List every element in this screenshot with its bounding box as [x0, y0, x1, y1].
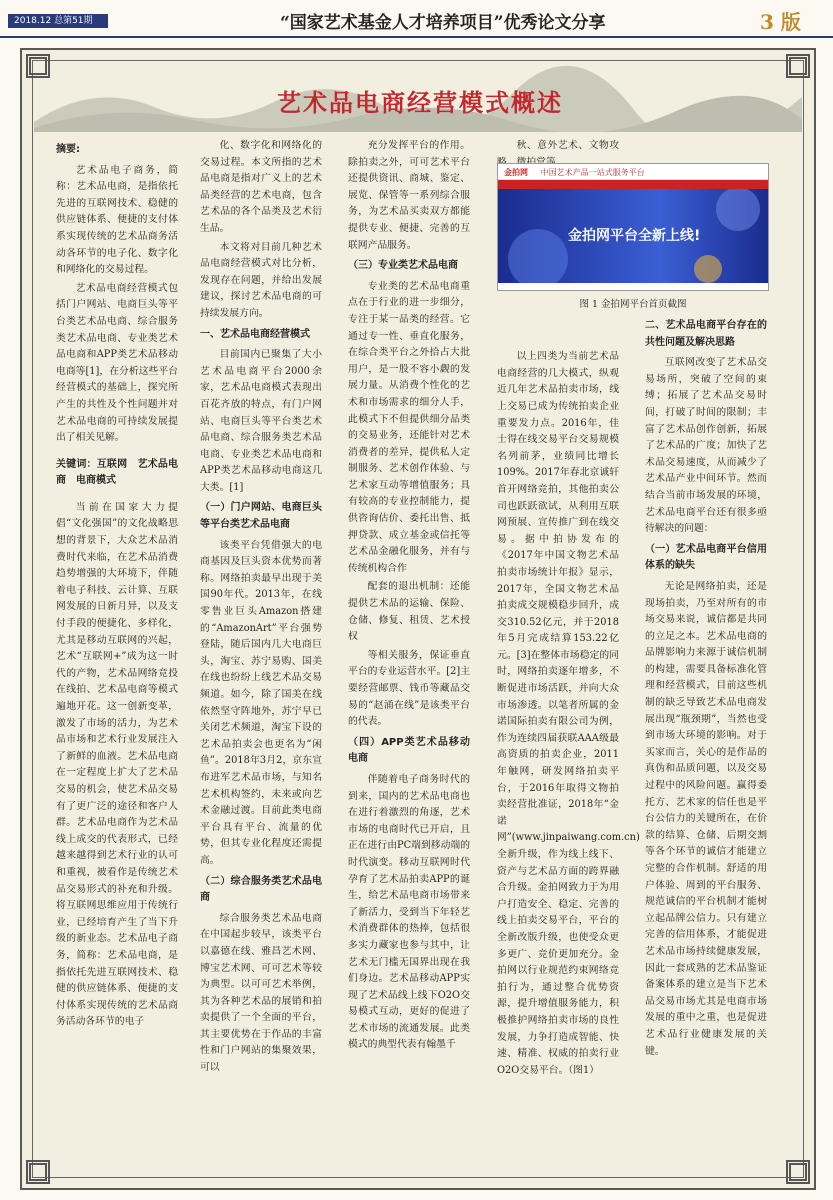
frame-corner-ornament	[786, 1160, 810, 1184]
frame-corner-ornament	[26, 1160, 50, 1184]
page-number: 3 版	[760, 10, 801, 34]
section-heading: 一、艺术品电商经营模式	[200, 328, 310, 340]
figure-screenshot	[497, 163, 769, 291]
subsection-heading: （三）专业类艺术品电商	[348, 260, 458, 272]
section-heading: 二、艺术品电商平台存在的共性问题及解决思路	[645, 320, 767, 348]
paragraph: 秋、意外艺术、文物攻	[516, 140, 619, 151]
paragraph: 综合服务类艺术品电商在中国起步较早，该类平台以嘉德在线、雅昌艺术网、博宝艺术网、可可艺术等较为典型。以可可艺术举例，其为各种艺术品的展销和拍卖提供了一个全面的平台，其主要优势在于作品的丰富性和门户网站的集聚效果，可以	[200, 912, 322, 1074]
paragraph: 专业类的艺术品电商重点在于行业的进一步细分，专注于某一品类的经营。它通过专一性、垂直化服务，在综合类平台之外拾占大批用户，是一股不容小觑的发展力量。从消费个性化的艺术和市场需求的细分人手，此模式下不但提供细分品类的交易业务，还能针对艺术消费者的差异，提供私人定制服务、艺术创作体验、与艺术家互动等增值服务；具有较高的专业控制能力，提供咨询估价、委托出售、抵押贷款、成立基金或信托等艺术品金融化服务，并有与传统机构合作	[348, 280, 470, 574]
site-tagline: 中国艺术产品一站式服务平台	[540, 168, 645, 177]
paragraph: 该类平台凭借强大的电商基因及巨头资本优势而著称。网络拍卖最早出现于美国90年代。2013年，在线零售业巨头Amazon搭建的“AmazonArt”平台强势登陆，随后国内几大电商巨头，淘宝、苏宁易购、国美在线也纷纷上线艺术品交易频道。如今，除了国美在线依然坚守阵地外，苏宁早已关闭艺术频道，淘宝下设的艺术品拍卖会也更名为“闲鱼”。2018年3月2，京东宣布进军艺术品市场，与知名艺术机构签约，未来或向艺术金融过渡。目前此类电商平台具有平台、流量的优势，但其专业化程度还需提高。	[200, 539, 322, 866]
paragraph: 配套的退出机制：还能提供艺术品的运输、保险、仓储、修复、租赁、艺术授权	[348, 581, 470, 643]
figure-caption: 图 1 金拍网平台首页截图	[579, 299, 687, 310]
site-logo: 金拍网	[504, 168, 528, 177]
paragraph: 艺术品电商经营模式包括门户网站、电商巨头等平台类艺术品电商、综合服务类艺术品电商、专业类艺术品电商和APP类艺术品移动电商等[1]，在分析这些平台经营模式的基础上，探究所产生的共性及个性问题并对艺术品电商的可持续发展提出了相关见解。	[56, 282, 178, 444]
figure-site-nav	[498, 180, 768, 189]
article-title: 艺术品电商经营模式概述	[277, 89, 563, 117]
paragraph: 艺术品电子商务，简称：艺术品电商，是指依托先进的互联网技术、稳健的供应链体系、便捷的支付体系实现传统的艺术品商务活动各环节的电子化、数字化和网络化的交易过程。	[56, 164, 178, 276]
figure-banner	[498, 189, 768, 283]
page-header	[0, 0, 833, 40]
text-column-2	[200, 138, 322, 1079]
paragraph: 互联网改变了艺术品交易场所，突破了空间的束缚；拓展了艺术品交易时间，打破了时间的限制；丰富了艺术品创作创新，拓展了艺术品的广度；加快了艺术品交易速度，从而减少了艺术品产业中间环节。然而结合当前市场发展的环境，艺术品电商平台还有很多亟待解决的问题：	[645, 357, 767, 535]
text-column-1	[56, 138, 178, 1033]
paragraph: 当前在国家大力提倡“文化强国”的文化战略思想的背景下，大众艺术品消费时代来临，在艺术品消费趋势增强的大环境下，伴随着电子科技、云计算、互联网发展的日新月异，以及支付手段的便捷化、多样化，尤其是移动互联网的兴起，艺术“互联网+”成为这一时代的产物，艺术品网络竞投在线拍、艺术品电商等模式遍地开花。这一创新变革，激发了市场的活力，为艺术品市场和艺术行业发展注入了新鲜的血液。艺术品电商在一定程度上扩大了艺术品交易的机会，使艺术品交易有了更广泛的途径和客户人群。艺术品电商作为艺术品线上成交的代表形式，已经越来越得到艺术行业的认可和重视，被看作是传统艺术品交易形式的补充和升级。将互联网思维应用于传统行业，已经培育产生了当下升级的新业态。艺术品电子商务，简称：艺术品电商，是指依托先进互联网技术、稳健的供应链体系、便捷的支付体系实现传统的艺术品商务活动各环节的电子	[56, 501, 178, 1028]
paragraph: 化、数字化和网络化的交易过程。本文所指的艺术品电商是指对广义上的艺术品类经营的艺术电商，包含艺术品的各个品类及艺术衍生品。	[200, 140, 322, 234]
banner-slogan: 金拍网平台全新上线!	[568, 228, 701, 244]
paragraph: 等相关服务，保证垂直平台的专业运营水平。[2]主要经营邮票、钱币等藏品交易的“赵涌在线”是该类平台的代表。	[348, 649, 470, 728]
header-title: “国家艺术基金人才培养项目”优秀论文分享	[280, 13, 606, 33]
paragraph: 本文将对目前几种艺术品电商经营模式对比分析，发现存在问题，并给出发展建议，探讨艺术品电商的可持续发展方向。	[200, 241, 322, 319]
figure-site-header	[498, 164, 768, 180]
subsection-heading: （二）综合服务类艺术品电商	[200, 875, 322, 904]
paragraph: 充分发挥平台的作用。除拍卖之外，可可艺术平台还提供资讯、商城、鉴定、展览、保管等一系列综合服务，为艺术品买卖双方都能提供专业、便捷、完善的互联网产品服务。	[348, 140, 470, 251]
abstract-heading: 摘要:	[56, 144, 80, 155]
keywords: 关键词：互联网 艺术品电商 电商模式	[56, 458, 178, 487]
issue-label: 2018.12 总第51期	[8, 14, 108, 28]
text-column-3	[348, 138, 470, 1056]
paragraph: 以上四类为当前艺术品电商经营的几大模式，纵观近几年艺术品拍卖市场，线上交易已成为传统拍卖企业重要发力点。2016年，佳士得在线交易平台交易规模名列前茅，业绩同比增长109%。2017年春北京诚轩首开网络竞拍，其他拍卖公司也跃跃欲试，从利用互联网预展、宣传推广到在线交易。据中拍协发布的《2017年中国文物艺术品拍卖市场统计年报》显示，2017年，全国文物艺术品拍卖成交规模稳步回升，成交310.52亿元，并于2018年5月完成结算153.22亿元。[3]在整体市场稳定的同时，网络拍卖逐年增多，不断促进市场活跃，并向大众市场渗透。以笔者所属的金诺国际拍卖有限公司为例，作为连续四届获联AAA级最高资质的拍卖企业，2011年触网，研发网络拍卖平台，于2016年取得文物拍卖经营批准证，2018年“金诺网”(www.jinpaiwang.com.cn)全新升级，作为线上线下、资产与艺术品方面的跨界融合升级。金拍网致力于为用户打造安全、稳定、完善的线上拍卖交易平台，平台的全新改版升级，也使受众更多更广、竞价更加充分。金拍网以行业规范约束网络竞拍行为，通过整合优势资源，提升增值服务能力，积极推护网络拍卖市场的良性发展，力争打造成智能、快速、精准、权威的拍卖行业O2O交易平台。（图1）	[497, 351, 640, 1076]
subsection-heading: （四）APP类艺术品移动电商	[348, 736, 470, 765]
subsection-heading: （一）艺术品电商平台信用体系的缺失	[645, 543, 767, 572]
paragraph: 伴随着电子商务时代的到来，国内的艺术品电商也在进行着激烈的角逐，艺术市场的电商时代已开启，且正在进行由PC端到移动端的时代演变。移动互联网时代孕育了艺术品拍卖APP的诞生，给艺术品电商市场带来了新活力，受到当下年轻艺术消费群体的热捧，包括很多实力藏家也参与其中，让艺术无门槛无国界出现在我们身边。艺术品移动APP实现了艺术品线上线下O2O交易模式互动，更好的促进了艺术市场的流通发展。此类模式的典型代表有翰墨千	[348, 773, 470, 1051]
header-divider	[0, 36, 833, 38]
paragraph: 无论是网络拍卖，还是现场拍卖，乃至对所有的市场交易来说，诚信都是共同的立足之本。艺术品电商的品牌影响力来源于诚信机制的构建，需要具备标准化管理和经营模式，目前这些机制的缺乏导致艺术品电商发展出现“瓶颈期”，当然也受到市场大环境的影响。对于买家而言，关心的是作品的真伪和品质问题，以及交易过程中的风险问题。赢得委托方、艺术家的信任也是平台公信力的关键所在，在价款的结算、仓储、后期交割等各个环节的诚信才能建立完整的合作机制。舒适的用户体验、周到的平台服务、规范诚信的平台机制才能树立起品牌公信力。只有建立完善的信用体系，才能促进艺术品市场持续健康发展，因此一套成熟的艺术品鉴证备案体系的建立是当下艺术品交易市场尤其是电商市场发展的重中之重，也是促进艺术品行业健康发展的关键。	[645, 580, 767, 1057]
subsection-heading: （一）门户网站、电商巨头等平台类艺术品电商	[200, 502, 322, 531]
paragraph: 目前国内已聚集了大小艺术品电商平台2000余家，艺术品电商模式表现出百花齐放的特点，有门户网站、电商巨头等平台类艺术品电商、综合服务类艺术品电商、专业类艺术品电商和APP类艺术品移动电商这几大类。[1]	[200, 349, 322, 493]
